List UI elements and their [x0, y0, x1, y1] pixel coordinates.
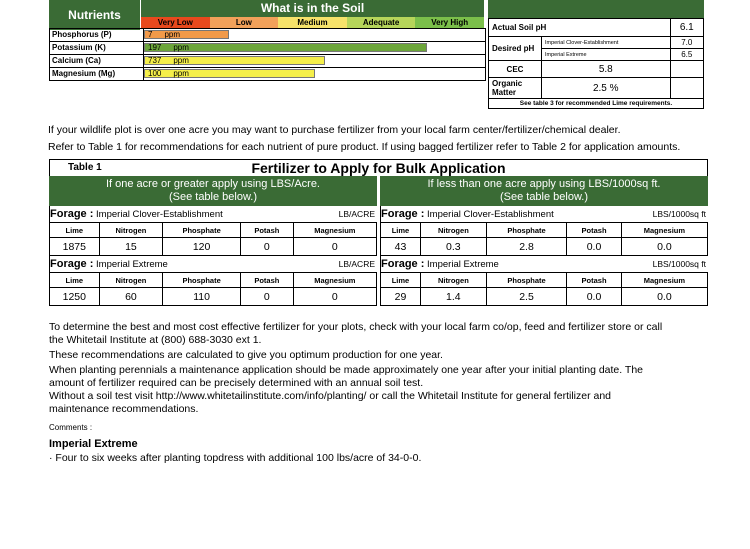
sqft-banner [380, 176, 708, 206]
column-header: Potash [567, 273, 622, 288]
forage-header [380, 206, 708, 222]
desired-ph-label: Desired pH [489, 37, 542, 61]
nutrient-unit: ppm [173, 56, 189, 65]
column-header: Magnesium [621, 223, 707, 238]
column-header: Phosphate [486, 223, 566, 238]
fertilizer-value: 110 [163, 288, 241, 306]
fertilizer-value: 120 [163, 238, 241, 256]
fertilizer-value: 0.0 [567, 288, 622, 306]
soil-title: What is in the Soil [141, 0, 484, 17]
level-very-low: Very Low [141, 17, 210, 28]
nutrient-value: 197 [148, 43, 162, 52]
column-header: Lime [50, 273, 100, 288]
acre-banner [49, 176, 377, 206]
level-adequate: Adequate [347, 17, 416, 28]
note-line: When planting perennials a maintenance application should be made approximately one year after your initial planting date. The [49, 364, 644, 376]
column-header: Nitrogen [99, 223, 163, 238]
forage-label: Forage : [381, 258, 425, 270]
cec-value: 5.8 [542, 61, 671, 78]
sqft-banner-line: If less than one acre apply using LBS/1000sq ft. [427, 178, 661, 190]
comments-label: Comments : [49, 423, 93, 432]
column-header: Phosphate [163, 273, 241, 288]
column-header: Potash [241, 223, 294, 238]
fertilizer-grid [49, 222, 377, 256]
nutrient-name: Phosphorus (P) [50, 29, 144, 41]
note-line: Without a soil test visit http://www.whitetailinstitute.com/info/planting/ or call the Whitetail Institute for general fertilizer and [49, 390, 612, 402]
notes-section [49, 321, 729, 465]
forage-unit: LBS/1000sq ft [652, 209, 706, 219]
nutrient-row [50, 54, 485, 67]
acre-banner-line: If one acre or greater apply using LBS/Acre. [105, 178, 320, 190]
intro-line-2: Refer to Table 1 for recommendations for each nutrient of pure product. If using bagged fertilizer refer to Table 2 for application amounts. [48, 141, 681, 153]
ph-table [488, 18, 704, 109]
column-header: Magnesium [293, 273, 376, 288]
nutrient-row [50, 28, 485, 41]
fertilizer-value: 0.0 [621, 288, 707, 306]
fertilizer-value: 0.0 [621, 238, 707, 256]
om-label: Organic Matter [489, 78, 542, 99]
forage-name: Imperial Extreme [427, 259, 499, 270]
nutrient-name: Potassium (K) [50, 42, 144, 54]
fertilizer-value: 29 [381, 288, 421, 306]
fertilizer-value: 1.4 [420, 288, 486, 306]
fertilizer-value: 1250 [50, 288, 100, 306]
sqft-banner-line: (See table below.) [499, 191, 589, 203]
nutrient-chart [49, 0, 484, 28]
table-1-label: Table 1 [68, 162, 102, 173]
fertilizer-value: 0 [241, 288, 294, 306]
nutrient-unit: ppm [164, 30, 181, 39]
nutrient-name: Magnesium (Mg) [50, 68, 144, 80]
fertilizer-grid [380, 222, 708, 256]
desired-ph-forage: Imperial Extreme [542, 49, 671, 61]
forage-unit: LB/ACRE [338, 209, 375, 219]
forage-unit: LBS/1000sq ft [652, 259, 706, 269]
column-header: Nitrogen [420, 273, 486, 288]
fertilizer-value: 0 [293, 288, 376, 306]
nutrient-bar [144, 56, 325, 65]
column-header: Lime [381, 223, 421, 238]
column-header: Lime [50, 223, 100, 238]
fertilizer-value: 1875 [50, 238, 100, 256]
intro-line-1: If your wildlife plot is over one acre you may want to purchase fertilizer from your local farm center/fertilizer/chemical dealer. [48, 124, 621, 136]
column-header: Nitrogen [99, 273, 163, 288]
column-header: Phosphate [163, 223, 241, 238]
column-header: Potash [567, 223, 622, 238]
nutrients-header: Nutrients [49, 0, 140, 30]
column-header: Nitrogen [420, 223, 486, 238]
column-header: Magnesium [621, 273, 707, 288]
note-line: These recommendations are calculated to give you optimum production for one year. [49, 349, 443, 361]
fertilizer-value: 43 [381, 238, 421, 256]
column-header: Potash [241, 273, 294, 288]
nutrient-row [50, 41, 485, 54]
desired-ph-value: 6.5 [670, 49, 703, 61]
level-low: Low [210, 17, 279, 28]
fertilizer-value: 2.5 [486, 288, 566, 306]
fertilizer-value: 2.8 [486, 238, 566, 256]
fertilizer-value: 0.3 [420, 238, 486, 256]
level-scale [141, 17, 484, 28]
nutrient-row [50, 67, 485, 80]
fertilizer-value: 0.0 [567, 238, 622, 256]
fertilizer-value: 15 [99, 238, 163, 256]
ph-panel [488, 0, 704, 109]
nutrient-value: 100 [148, 69, 162, 78]
table-1-title: Fertilizer to Apply for Bulk Application [251, 160, 506, 176]
note-line: maintenance recommendations. [49, 403, 199, 415]
desired-ph-forage: Imperial Clover-Establishment [542, 37, 671, 49]
nutrient-name: Calcium (Ca) [50, 55, 144, 67]
level-medium: Medium [278, 17, 347, 28]
nutrient-rows [49, 28, 486, 81]
forage-unit: LB/ACRE [338, 259, 375, 269]
nutrient-unit: ppm [173, 69, 189, 78]
nutrient-value: 737 [148, 56, 162, 65]
forage-label: Forage : [381, 208, 425, 220]
om-value: 2.5 % [542, 78, 671, 99]
cec-label: CEC [489, 61, 542, 78]
table-1 [49, 159, 708, 306]
fertilizer-value: 0 [293, 238, 376, 256]
desired-ph-value: 7.0 [670, 37, 703, 49]
fertilizer-value: 60 [99, 288, 163, 306]
actual-ph-label: Actual Soil pH [489, 19, 671, 37]
forage-name: Imperial Extreme [96, 259, 168, 270]
forage-name: Imperial Clover-Establishment [427, 209, 554, 220]
comment-text: · Four to six weeks after planting topdress with additional 100 lbs/acre of 34-0-0. [49, 452, 422, 464]
column-header: Phosphate [486, 273, 566, 288]
comment-title: Imperial Extreme [49, 438, 138, 450]
nutrient-bar [144, 69, 315, 78]
note-line: amount of fertilizer required can be precisely determined with an annual soil test. [49, 377, 424, 389]
note-line: the Whitetail Institute at (800) 688-3030 ext 1. [49, 334, 262, 346]
nutrient-bar [144, 43, 427, 52]
lime-note: See table 3 for recommended Lime requirements. [489, 99, 704, 109]
forage-block [49, 256, 708, 306]
note-line: To determine the best and most cost effective fertilizer for your plots, check with your local farm co/op, feed and fertilizer store or call [49, 321, 663, 333]
forage-header [49, 206, 377, 222]
forage-header [49, 256, 377, 272]
column-header: Lime [381, 273, 421, 288]
nutrient-unit: ppm [173, 43, 189, 52]
forage-label: Forage : [50, 208, 94, 220]
actual-ph-value: 6.1 [670, 19, 703, 37]
forage-name: Imperial Clover-Establishment [96, 209, 223, 220]
nutrient-bar [144, 30, 229, 39]
level-very-high: Very High [415, 17, 484, 28]
fertilizer-value: 0 [241, 238, 294, 256]
nutrient-value: 7 [148, 30, 153, 39]
column-header: Magnesium [293, 223, 376, 238]
forage-label: Forage : [50, 258, 94, 270]
fertilizer-grid [380, 272, 708, 306]
forage-block [49, 206, 708, 256]
fertilizer-grid [49, 272, 377, 306]
acre-banner-line: (See table below.) [168, 191, 258, 203]
forage-header [380, 256, 708, 272]
